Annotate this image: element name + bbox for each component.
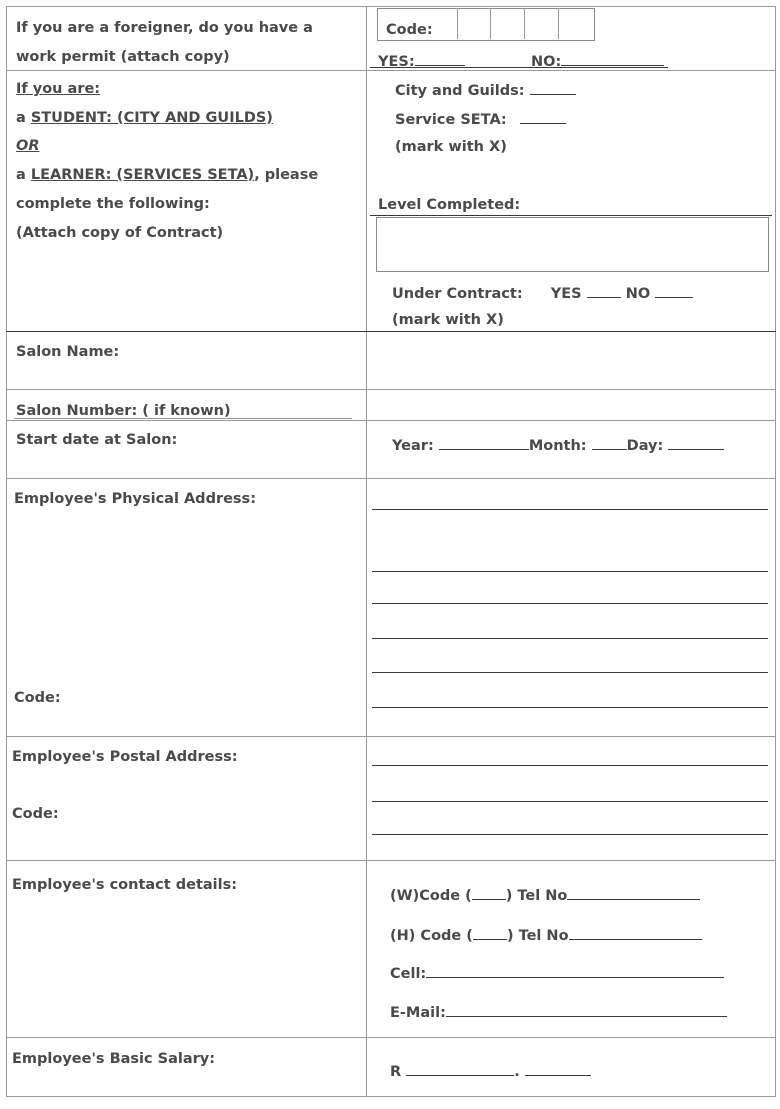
right-border (775, 6, 776, 1096)
physical-code-line[interactable] (372, 707, 768, 708)
start-date-field: Year: Month: Day: (392, 435, 724, 455)
level-completed-label: Level Completed: (378, 197, 521, 213)
if-you-are-heading: If you are: (16, 81, 101, 97)
code-box-divider (524, 8, 525, 39)
day-blank[interactable] (668, 435, 724, 450)
row-line-bottom (6, 1096, 776, 1097)
year-blank[interactable] (439, 435, 529, 450)
basic-salary-label: Employee's Basic Salary: (12, 1051, 216, 1067)
learner-services-seta: LEARNER: (SERVICES SETA) (30, 167, 255, 183)
salary-field: R . (390, 1061, 591, 1081)
student-city-guilds: STUDENT: (CITY AND GUILDS) (30, 110, 273, 126)
mark-with-x-2: (mark with X) (392, 312, 504, 328)
start-date-label: Start date at Salon: (16, 432, 178, 448)
level-completed-box[interactable] (376, 217, 769, 272)
under-contract-no-blank[interactable] (655, 283, 693, 298)
under-contract-yes-blank[interactable] (587, 283, 621, 298)
student-line: a STUDENT: (CITY AND GUILDS) (16, 110, 273, 126)
attach-contract: (Attach copy of Contract) (16, 225, 224, 241)
learner-line: a LEARNER: (SERVICES SETA), please (16, 167, 319, 183)
work-code-blank[interactable] (472, 885, 506, 900)
mark-with-x: (mark with X) (395, 139, 507, 155)
postal-address-line-1[interactable] (372, 765, 768, 766)
level-completed-rule (370, 215, 772, 216)
code-box-divider (490, 8, 491, 39)
physical-address-line-4[interactable] (372, 638, 768, 639)
postal-code-line[interactable] (372, 834, 768, 835)
row-line-4 (6, 420, 776, 421)
left-border (6, 6, 7, 1096)
work-permit-no (531, 51, 664, 71)
row-line-5 (6, 478, 776, 479)
or-label: OR (16, 138, 40, 154)
row-line-6 (6, 736, 776, 737)
salary-rand-blank[interactable] (406, 1061, 514, 1076)
physical-address-line-2[interactable] (372, 571, 768, 572)
yes-blank[interactable] (415, 51, 465, 66)
salon-number-label: Salon Number: ( if known) (16, 403, 231, 419)
code-box-divider (457, 8, 458, 39)
postal-address-line-2[interactable] (372, 801, 768, 802)
under-contract-field: Under Contract: YES NO (392, 283, 693, 303)
contact-details-label: Employee's contact details: (12, 877, 238, 893)
home-tel-blank[interactable] (569, 925, 702, 940)
salon-name-label: Salon Name: (16, 344, 120, 360)
salary-cents-blank[interactable] (525, 1061, 591, 1076)
city-guilds-blank[interactable] (530, 80, 576, 95)
city-guilds-field: City and Guilds: (395, 80, 576, 100)
yes-label: YES: (378, 54, 415, 70)
row-line-3 (6, 389, 776, 390)
cell-field: Cell: (390, 963, 724, 983)
postal-address-label: Employee's Postal Address: (12, 749, 238, 765)
service-seta-blank[interactable] (520, 109, 566, 124)
postal-code-label: Code: (12, 806, 59, 822)
physical-address-label: Employee's Physical Address: (14, 491, 256, 507)
physical-address-line-1[interactable] (372, 509, 768, 510)
work-permit-yes (378, 51, 465, 71)
work-permit-code-label: Code: (386, 22, 433, 38)
no-blank[interactable] (561, 51, 664, 66)
email-blank[interactable] (446, 1002, 727, 1017)
center-divider (366, 6, 367, 1096)
work-phone-field: (W)Code ( ) Tel No (390, 885, 700, 905)
foreigner-question-line2: work permit (attach copy) (16, 49, 230, 65)
row-line-top (6, 6, 776, 7)
code-box-divider (558, 8, 559, 39)
cell-blank[interactable] (426, 963, 724, 978)
home-phone-field: (H) Code ( ) Tel No (390, 925, 702, 945)
no-label: NO: (531, 54, 562, 70)
physical-code-label: Code: (14, 690, 61, 706)
physical-address-line-5[interactable] (372, 672, 768, 673)
row-line-2 (6, 331, 776, 332)
email-field: E-Mail: (390, 1002, 727, 1022)
foreigner-question-line1: If you are a foreigner, do you have a (16, 20, 313, 36)
physical-address-line-3[interactable] (372, 603, 768, 604)
complete-following: complete the following: (16, 196, 210, 212)
home-code-blank[interactable] (473, 925, 507, 940)
row1-bottom-rule (370, 67, 668, 68)
month-blank[interactable] (592, 435, 627, 450)
salon-number-underline (14, 418, 352, 419)
row-line-8 (6, 1037, 776, 1038)
service-seta-field: Service SETA: (395, 109, 566, 129)
row-line-7 (6, 860, 776, 861)
work-tel-blank[interactable] (567, 885, 700, 900)
